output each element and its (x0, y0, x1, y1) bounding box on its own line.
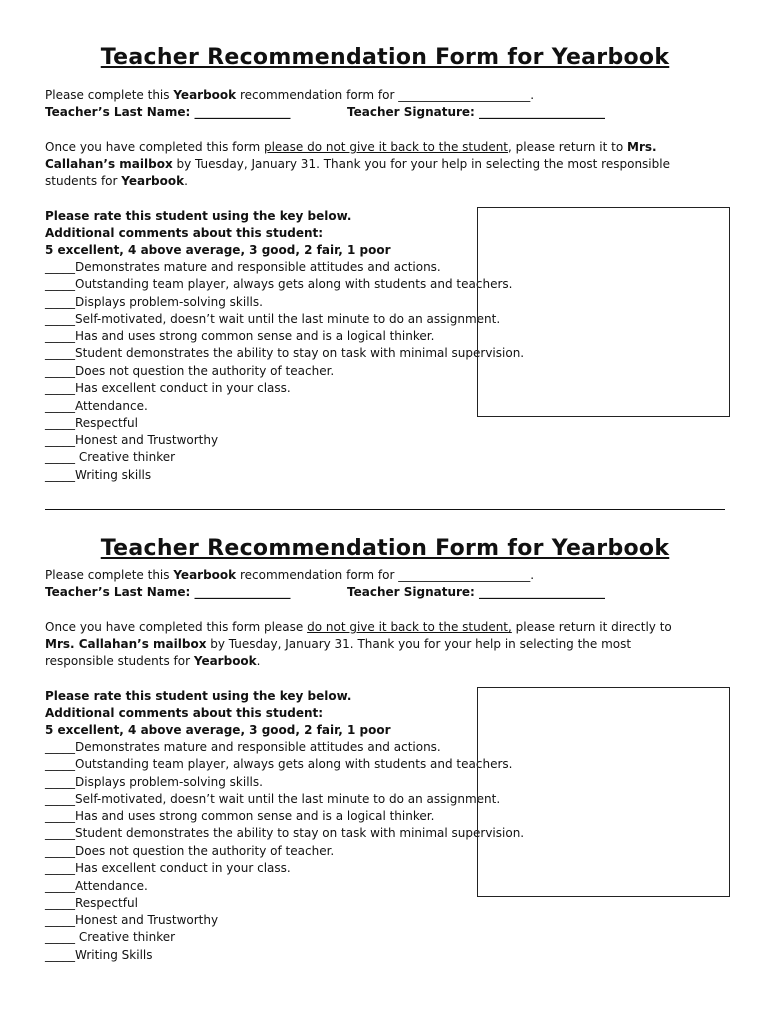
teacher-signature-field[interactable]: Teacher Signature: _____________________ (347, 105, 606, 119)
criterion-line[interactable]: _____Does not question the authority of teacher. (45, 364, 335, 378)
return-bold: Callahan’s mailbox (45, 157, 173, 171)
return-instructions-line-1 (45, 139, 657, 156)
criterion-line[interactable]: _____Self-motivated, doesn’t wait until the last minute to do an assignment. (45, 312, 501, 326)
return-instructions-line-1 (45, 619, 672, 636)
return-text: , please return it to (508, 140, 628, 154)
criterion-line[interactable]: _____Has and uses strong common sense and is a logical thinker. (45, 809, 435, 823)
intro-bold: Yearbook (173, 568, 237, 582)
criterion-line[interactable]: _____Has and uses strong common sense and is a logical thinker. (45, 329, 435, 343)
comments-heading: Additional comments about this student: (45, 226, 324, 240)
intro-text-end: recommendation form for ______________________. (236, 568, 535, 582)
return-text: by Tuesday, January 31. Thank you for your help in selecting the most (206, 637, 632, 651)
intro-text: Please complete this (45, 568, 174, 582)
return-instructions-line-2 (45, 636, 631, 653)
teacher-signature-field[interactable]: Teacher Signature: _____________________ (347, 585, 606, 599)
criterion-line[interactable]: _____Student demonstrates the ability to stay on task with minimal supervision. (45, 346, 525, 360)
criterion-line[interactable]: _____Does not question the authority of teacher. (45, 844, 335, 858)
criterion-line[interactable]: _____Demonstrates mature and responsible attitudes and actions. (45, 740, 441, 754)
intro-line (45, 567, 534, 584)
return-text: students for (45, 174, 122, 188)
teacher-last-name-field[interactable]: Teacher’s Last Name: ________________ (45, 105, 291, 119)
criterion-line[interactable]: _____Outstanding team player, always gets along with students and teachers. (45, 277, 513, 291)
criterion-line[interactable]: _____Honest and Trustworthy (45, 913, 219, 927)
cut-line-divider (45, 509, 725, 510)
criterion-line[interactable]: _____Attendance. (45, 879, 148, 893)
comments-heading: Additional comments about this student: (45, 706, 324, 720)
return-text: please return it directly to (511, 620, 672, 634)
form-title: Teacher Recommendation Form for Yearbook (100, 45, 670, 70)
comments-box[interactable] (477, 207, 730, 417)
intro-line (45, 87, 534, 104)
rate-heading: Please rate this student using the key below. (45, 689, 352, 703)
rate-heading: Please rate this student using the key below. (45, 209, 352, 223)
return-instructions-line-2 (45, 156, 670, 173)
criterion-line[interactable]: _____ Creative thinker (45, 930, 176, 944)
return-text: Once you have completed this form (45, 140, 264, 154)
criterion-line[interactable]: _____Respectful (45, 416, 138, 430)
return-underlined: please do not give it back to the student (263, 140, 509, 154)
rating-key: 5 excellent, 4 above average, 3 good, 2 fair, 1 poor (45, 723, 391, 737)
return-text: Once you have completed this form please (45, 620, 308, 634)
criterion-line[interactable]: _____Writing skills (45, 468, 152, 482)
criterion-line[interactable]: _____Displays problem-solving skills. (45, 295, 263, 309)
criterion-line[interactable]: _____Attendance. (45, 399, 148, 413)
intro-bold: Yearbook (173, 88, 237, 102)
rating-key: 5 excellent, 4 above average, 3 good, 2 fair, 1 poor (45, 243, 391, 257)
return-text: . (184, 174, 188, 188)
return-bold: Mrs. (627, 140, 657, 154)
criterion-line[interactable]: _____ Creative thinker (45, 450, 176, 464)
return-bold: Mrs. Callahan’s mailbox (45, 637, 207, 651)
return-text: . (256, 654, 261, 668)
return-instructions-line-3 (45, 173, 188, 190)
criterion-line[interactable]: _____Outstanding team player, always gets along with students and teachers. (45, 757, 513, 771)
criterion-line[interactable]: _____Displays problem-solving skills. (45, 775, 263, 789)
return-text: by Tuesday, January 31. Thank you for your help in selecting the most responsible (172, 157, 670, 171)
return-text: responsible students for (45, 654, 194, 668)
criterion-line[interactable]: _____Has excellent conduct in your class. (45, 381, 291, 395)
criterion-line[interactable]: _____Student demonstrates the ability to stay on task with minimal supervision. (45, 826, 525, 840)
teacher-last-name-field[interactable]: Teacher’s Last Name: ________________ (45, 585, 291, 599)
return-bold: Yearbook (193, 654, 257, 668)
intro-text: Please complete this (45, 88, 174, 102)
return-bold: Yearbook (121, 174, 185, 188)
return-instructions-line-3 (45, 653, 261, 670)
return-underlined: do not give it back to the student, (307, 620, 512, 634)
criterion-line[interactable]: _____Respectful (45, 896, 138, 910)
criterion-line[interactable]: _____Has excellent conduct in your class. (45, 861, 291, 875)
criterion-line[interactable]: _____Self-motivated, doesn’t wait until the last minute to do an assignment. (45, 792, 501, 806)
comments-box[interactable] (477, 687, 730, 897)
criterion-line[interactable]: _____Demonstrates mature and responsible attitudes and actions. (45, 260, 441, 274)
criterion-line[interactable]: _____Honest and Trustworthy (45, 433, 219, 447)
intro-text-end: recommendation form for ______________________. (236, 88, 535, 102)
criterion-line[interactable]: _____Writing Skills (45, 948, 153, 962)
form-title: Teacher Recommendation Form for Yearbook (100, 536, 670, 561)
